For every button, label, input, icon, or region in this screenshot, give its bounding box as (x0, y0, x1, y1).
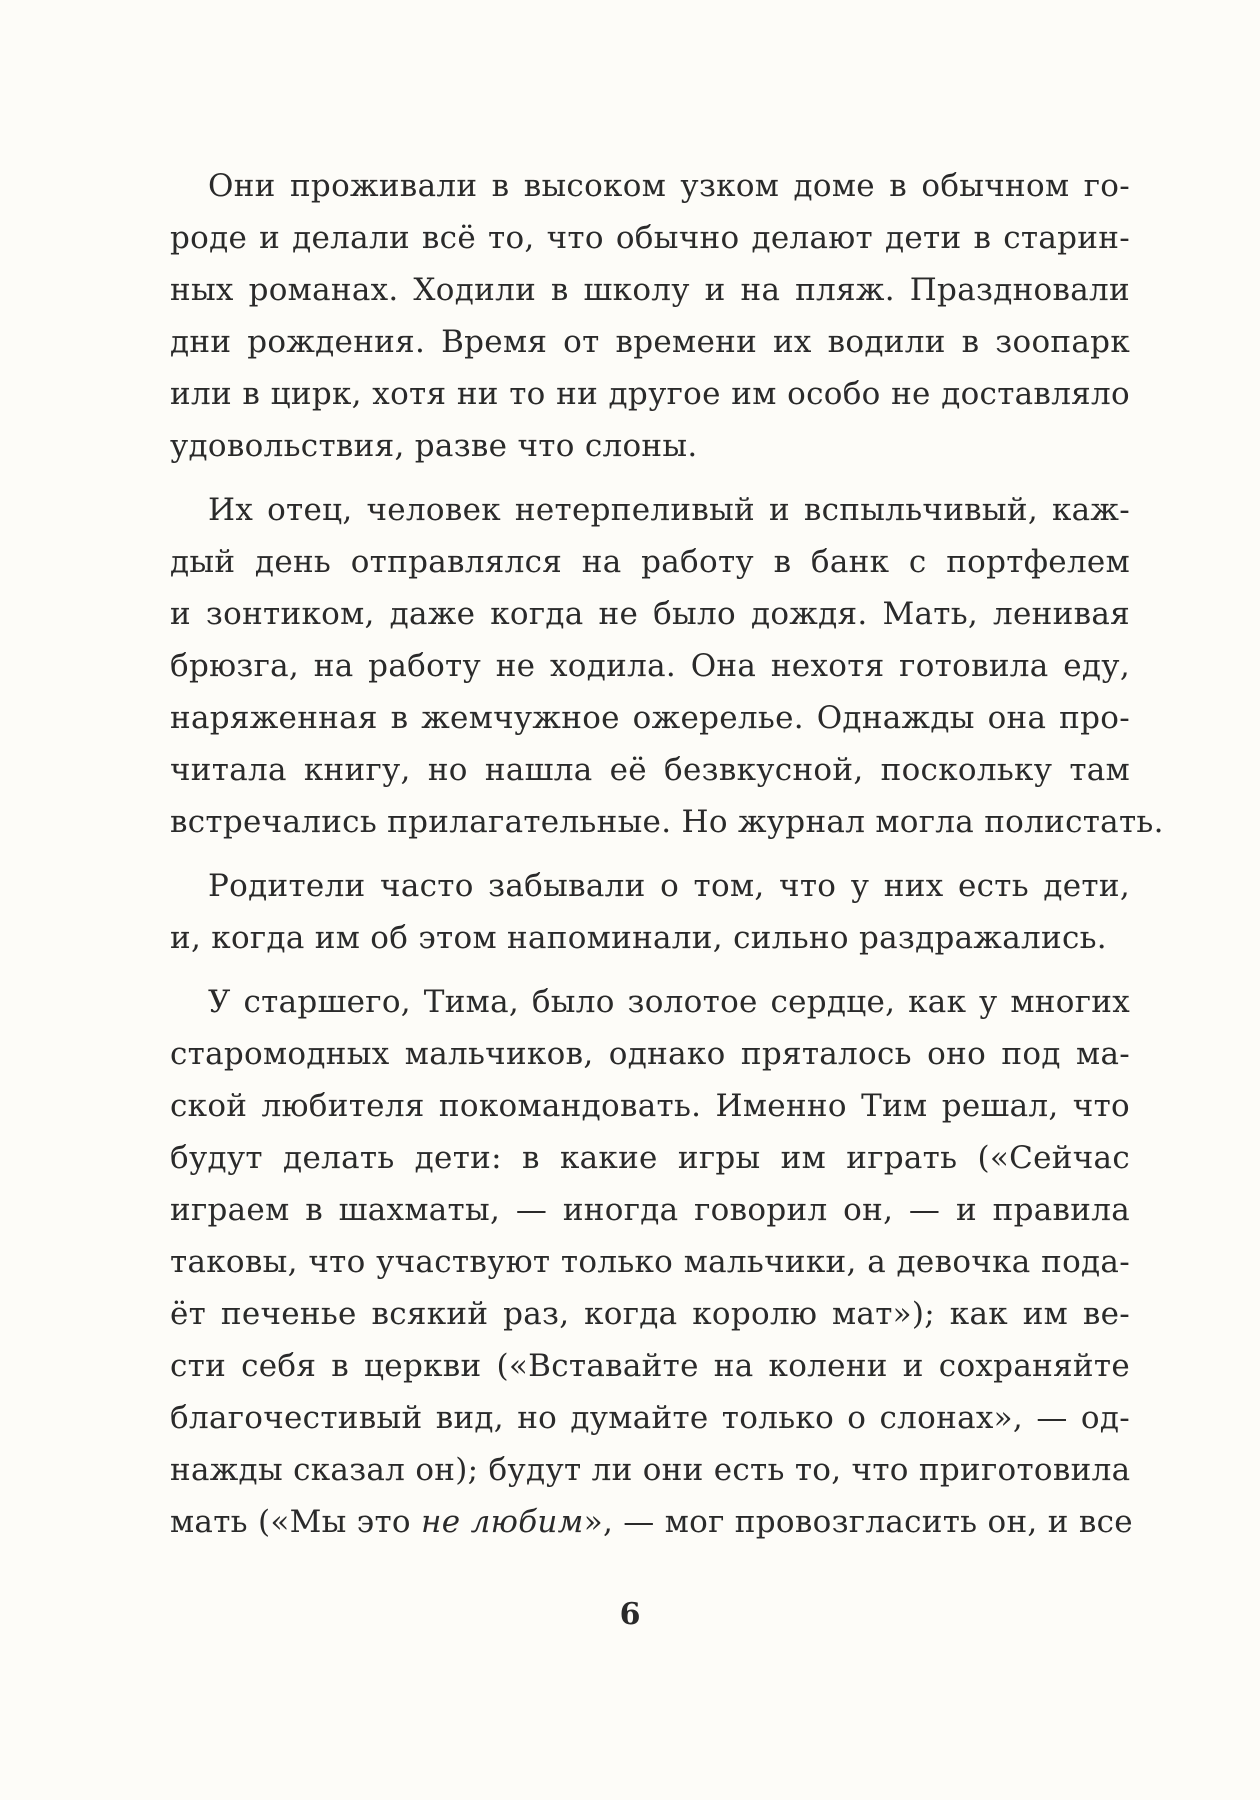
text-line: и, когда им об этом напоминали, сильно раздражались. (170, 920, 1107, 956)
text-run: мать («Мы это (170, 1504, 422, 1540)
page-number: 6 (619, 1597, 641, 1632)
text-line: таковы, что участвуют только мальчики, а девочка пода- (170, 1244, 1130, 1280)
text-line: старомодных мальчиков, однако пряталось оно под ма- (170, 1036, 1130, 1072)
text-run: », — мог провозгласить он, и все (583, 1504, 1133, 1540)
text-line: дни рождения. Время от времени их водили в зоопарк (170, 324, 1130, 360)
italic-text-run: не любим (421, 1504, 584, 1540)
text-line: дый день отправлялся на работу в банк с портфелем (170, 544, 1130, 580)
text-line: благочестивый вид, но думайте только о слонах», — од- (170, 1400, 1130, 1436)
paragraph-gap (170, 964, 1130, 976)
text-line: наряженная в жемчужное ожерелье. Однажды она про- (170, 700, 1130, 736)
text-line: Они проживали в высоком узком доме в обычном го- (208, 168, 1130, 204)
text-line: нажды сказал он); будут ли они есть то, что приготовила (170, 1452, 1131, 1488)
text-line: роде и делали всё то, что обычно делают дети в старин- (170, 220, 1130, 256)
text-line: читала книгу, но нашла её безвкусной, поскольку там (170, 752, 1130, 788)
paragraph-3 (170, 860, 1130, 964)
text-line: ных романах. Ходили в школу и на пляж. Праздновали (170, 272, 1130, 308)
paragraph-1 (170, 160, 1130, 472)
text-line: играем в шахматы, — иногда говорил он, — и правила (170, 1192, 1130, 1228)
text-line: будут делать дети: в какие игры им играть («Сейчас (170, 1140, 1130, 1176)
text-line: удовольствия, разве что слоны. (170, 428, 698, 464)
text-line: У старшего, Тима, было золотое сердце, как у многих (208, 984, 1130, 1020)
text-line: Родители часто забывали о том, что у них есть дети, (208, 868, 1130, 904)
text-line: Их отец, человек нетерпеливый и вспыльчивый, каж- (208, 492, 1130, 528)
paragraph-gap (170, 472, 1130, 484)
text-line: встречались прилагательные. Но журнал могла полистать. (170, 804, 1164, 840)
text-line: брюзга, на работу не ходила. Она нехотя готовила еду, (170, 648, 1130, 684)
text-line: и зонтиком, даже когда не было дождя. Мать, ленивая (170, 596, 1130, 632)
text-line: ёт печенье всякий раз, когда королю мат»); как им ве- (170, 1296, 1130, 1332)
paragraph-4 (170, 976, 1133, 1548)
text-line: ской любителя покомандовать. Именно Тим решал, что (170, 1088, 1130, 1124)
body-text (170, 160, 1164, 1548)
text-line-with-italic (170, 1496, 1133, 1548)
text-line: сти себя в церкви («Вставайте на колени и сохраняйте (170, 1348, 1130, 1384)
paragraph-gap (170, 848, 1130, 860)
text-line: или в цирк, хотя ни то ни другое им особо не доставляло (170, 376, 1130, 412)
paragraph-2 (170, 484, 1164, 848)
